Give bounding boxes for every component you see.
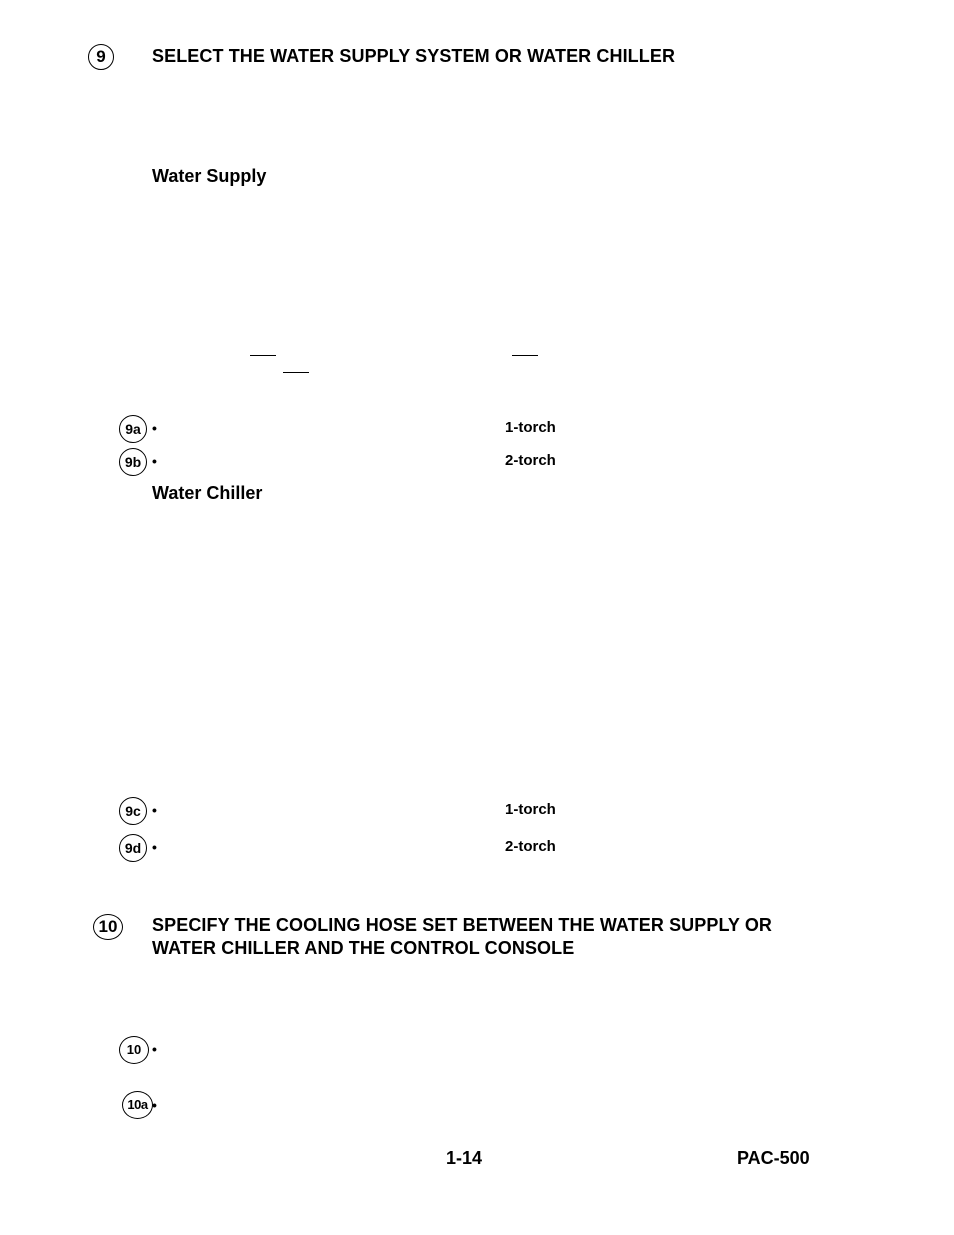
item-9b-bullet: • xyxy=(152,453,157,469)
item-9d-bullet: • xyxy=(152,839,157,855)
water-chiller-heading: Water Chiller xyxy=(152,483,263,503)
blank-rule xyxy=(250,355,276,356)
blank-rule xyxy=(283,372,309,373)
item-10-bullet: • xyxy=(152,1041,157,1057)
item-9c-torch: 1-torch xyxy=(505,801,556,818)
item-9c-bullet: • xyxy=(152,802,157,818)
section-9-title: SELECT THE WATER SUPPLY SYSTEM OR WATER CHILLER xyxy=(152,46,676,66)
item-10-badge: 10 xyxy=(119,1036,149,1064)
item-9c-badge: 9c xyxy=(119,797,147,825)
section-9-number-badge: 9 xyxy=(88,44,114,70)
section-10-title-line2: WATER CHILLER AND THE CONTROL CONSOLE xyxy=(152,938,575,958)
item-10a-badge: 10a xyxy=(122,1091,153,1119)
model-name: PAC-500 xyxy=(737,1148,810,1168)
item-9b-torch: 2-torch xyxy=(505,452,556,469)
item-10a-bullet: • xyxy=(152,1097,157,1113)
page-number: 1-14 xyxy=(446,1148,483,1168)
water-supply-heading: Water Supply xyxy=(152,166,267,186)
section-10-number-badge: 10 xyxy=(93,914,123,940)
section-10-title-line1: SPECIFY THE COOLING HOSE SET BETWEEN THE WATER SUPPLY OR xyxy=(152,915,773,935)
item-9d-torch: 2-torch xyxy=(505,838,556,855)
item-9a-torch: 1-torch xyxy=(505,419,556,436)
blank-rule xyxy=(512,355,538,356)
item-9b-badge: 9b xyxy=(119,448,147,476)
item-9a-badge: 9a xyxy=(119,415,147,443)
item-9d-badge: 9d xyxy=(119,834,147,862)
item-9a-bullet: • xyxy=(152,420,157,436)
